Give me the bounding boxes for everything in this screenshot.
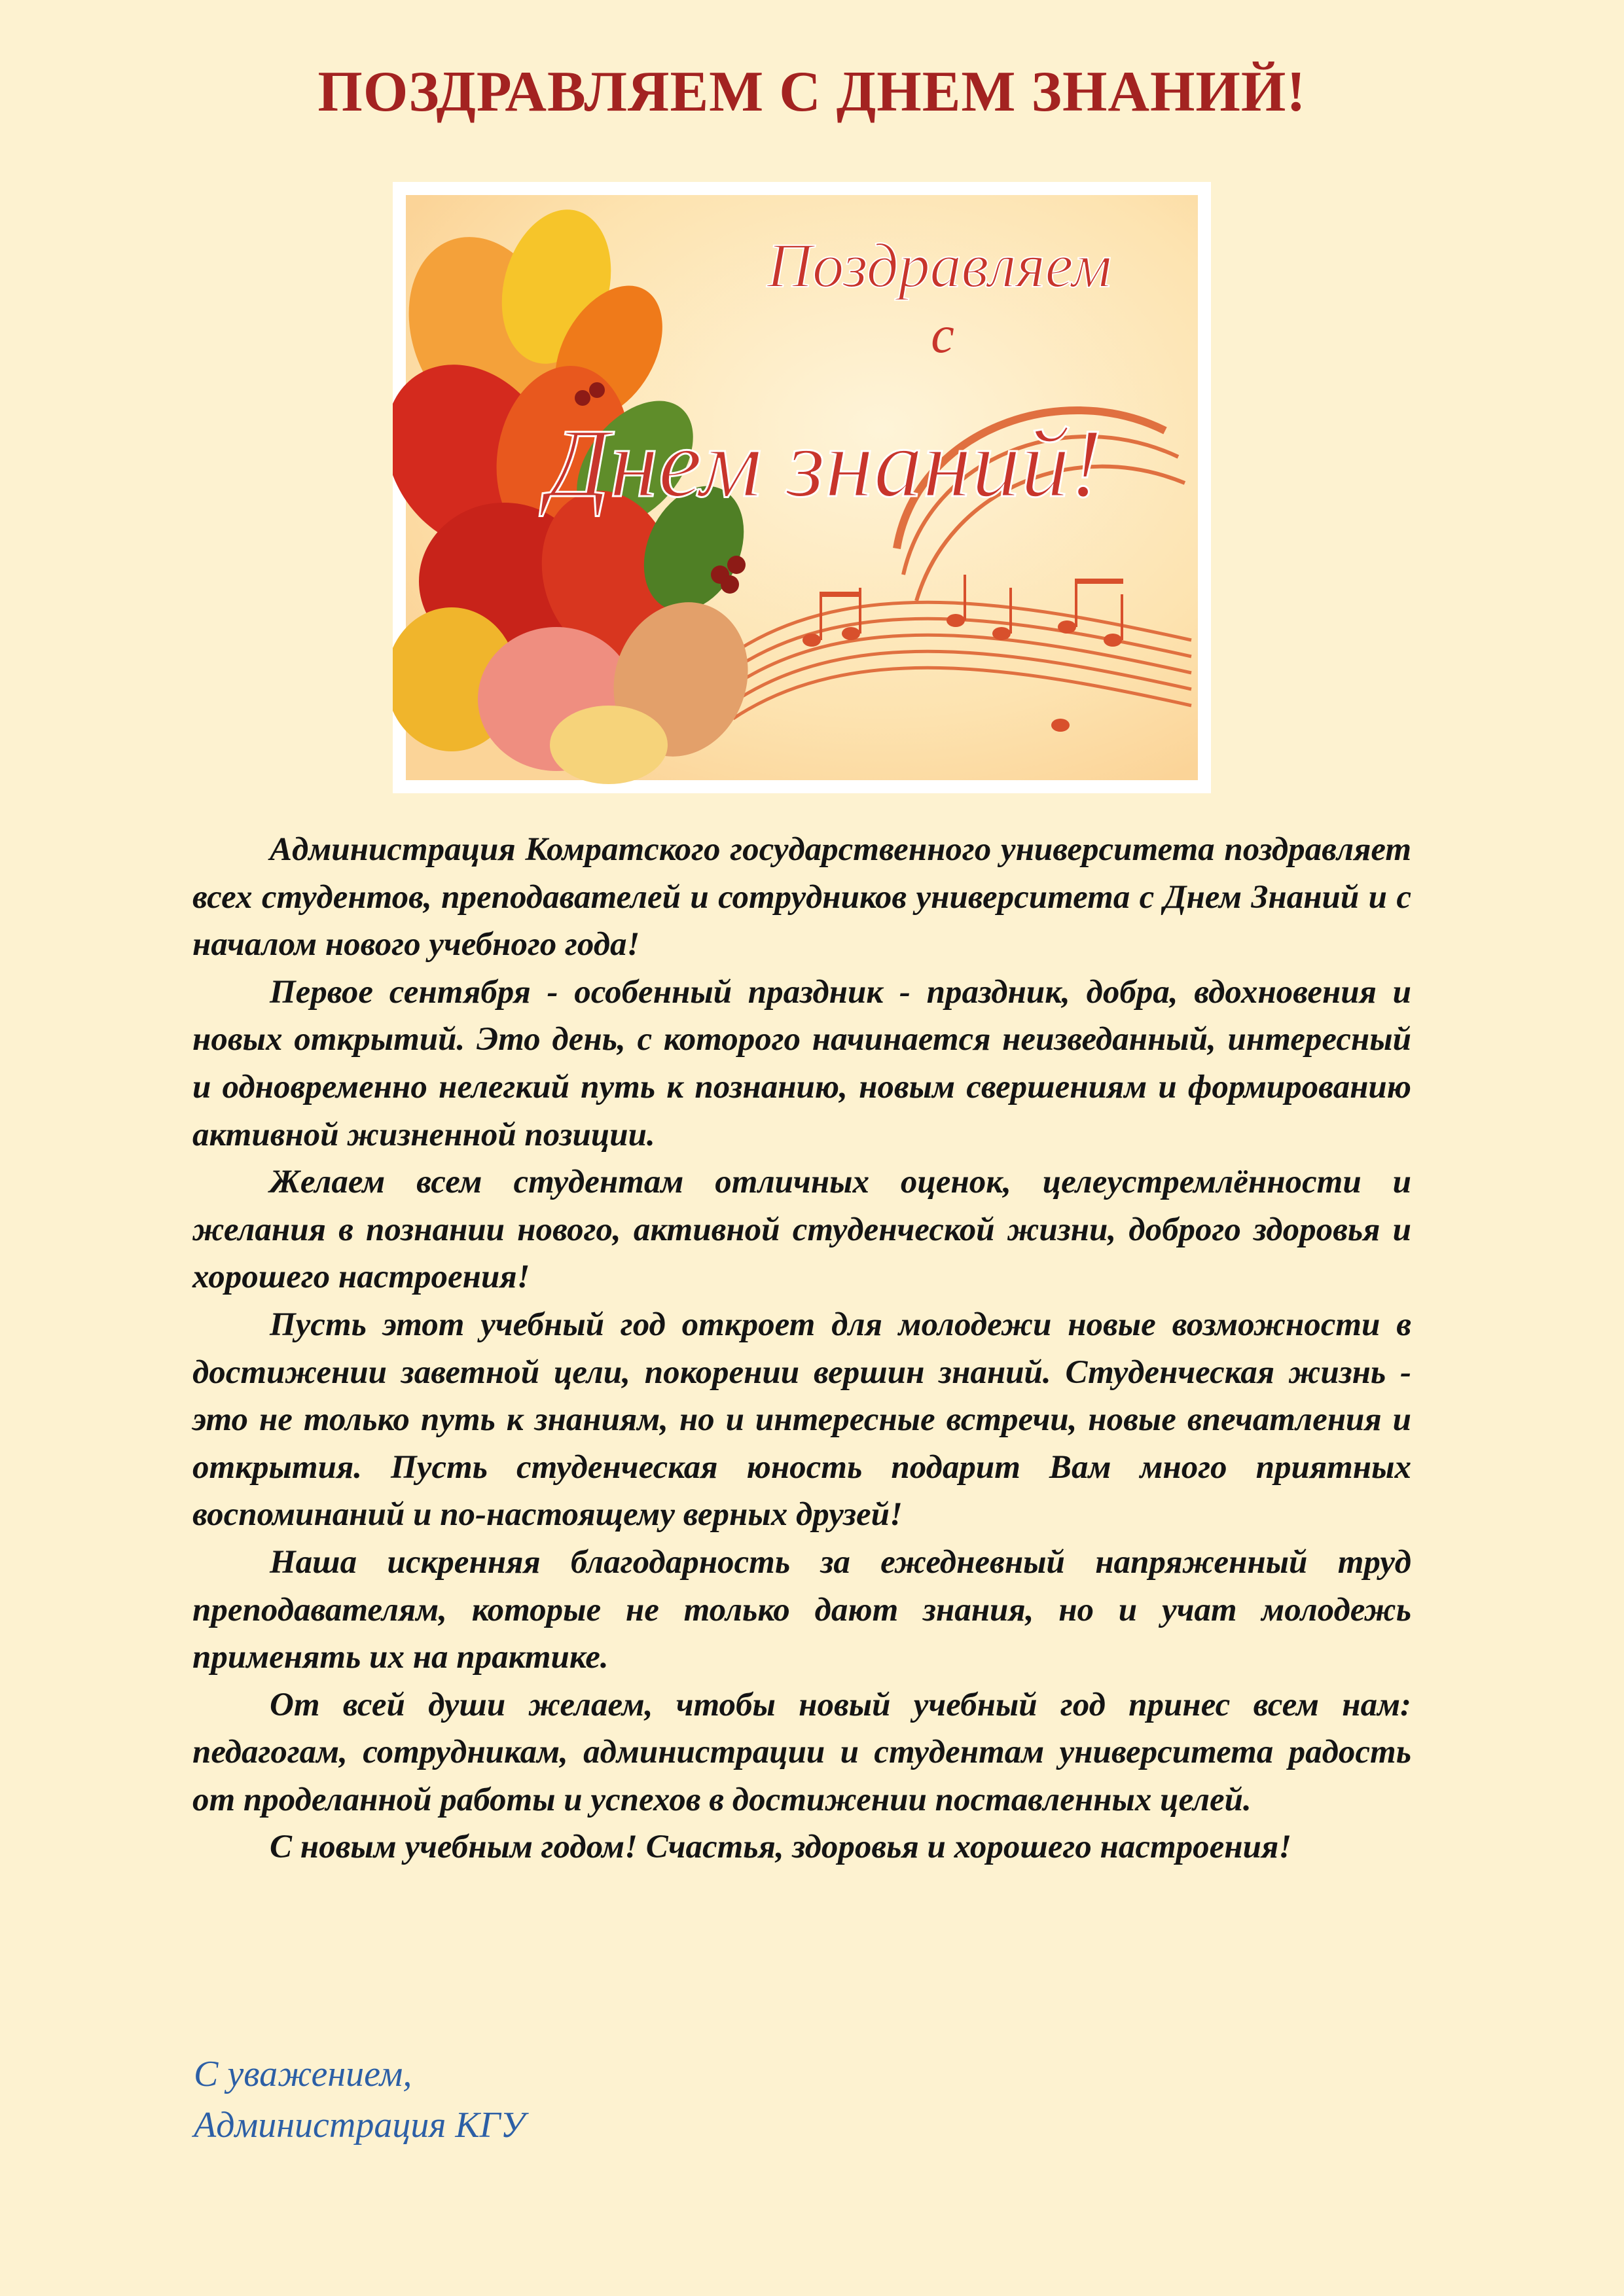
card-text-congrats: Поздравляем	[767, 230, 1112, 300]
letter-paragraph: Пусть этот учебный год откроет для молодежи новые возможности в достижении заветной цели, покорении вершин знаний. Студенческая жизнь - это не только путь к знаниям, но и интересные встречи, новые впечатления и открытия. Пусть студенческая юность подарит Вам много приятных воспоминаний и по-настоящему верных друзей!	[192, 1306, 1411, 1534]
letter-paragraph: Первое сентября - особенный праздник - праздник, добра, вдохновения и новых открытий. Это день, с которого начинается неизведанный, интересный и одновременно нелегкий путь к познанию, новым свершениям и формированию активной жизненной позиции.	[192, 973, 1411, 1153]
letter-body	[192, 826, 1411, 1871]
signature-author: Администрация КГУ	[194, 2105, 526, 2145]
signature-regards: С уважением,	[194, 2054, 412, 2094]
greeting-card-image	[393, 182, 1211, 793]
card-text-with: с	[931, 306, 954, 364]
letter-paragraph: От всей души желаем, чтобы новый учебный год принес всем нам: педагогам, сотрудникам, администрации и студентам университета радость от проделанной работы и успехов в достижении поставленных целей.	[192, 1686, 1411, 1818]
letter-paragraph: С новым учебным годом! Счастья, здоровья и хорошего настроения!	[270, 1829, 1292, 1866]
signature-block	[194, 2049, 525, 2151]
letter-paragraph: Наша искренняя благодарность за ежедневный напряженный труд преподавателям, которые не только дают знания, но и учат молодежь применять их на практике.	[192, 1543, 1411, 1676]
page-title: ПОЗДРАВЛЯЕМ С ДНЕМ ЗНАНИЙ!	[317, 60, 1307, 124]
letter-paragraph: Администрация Комратского государственного университета поздравляет всех студентов, преподавателей и сотрудников университета с Днем Знаний и с началом нового учебного года!	[192, 831, 1411, 963]
card-text-knowledge-day: Днем знаний!	[547, 409, 1103, 518]
greeting-card-illustration	[393, 182, 1211, 793]
letter-paragraph: Желаем всем студентам отличных оценок, целеустремлённости и желания в познании нового, активной студенческой жизни, доброго здоровья и хорошего настроения!	[192, 1164, 1411, 1296]
